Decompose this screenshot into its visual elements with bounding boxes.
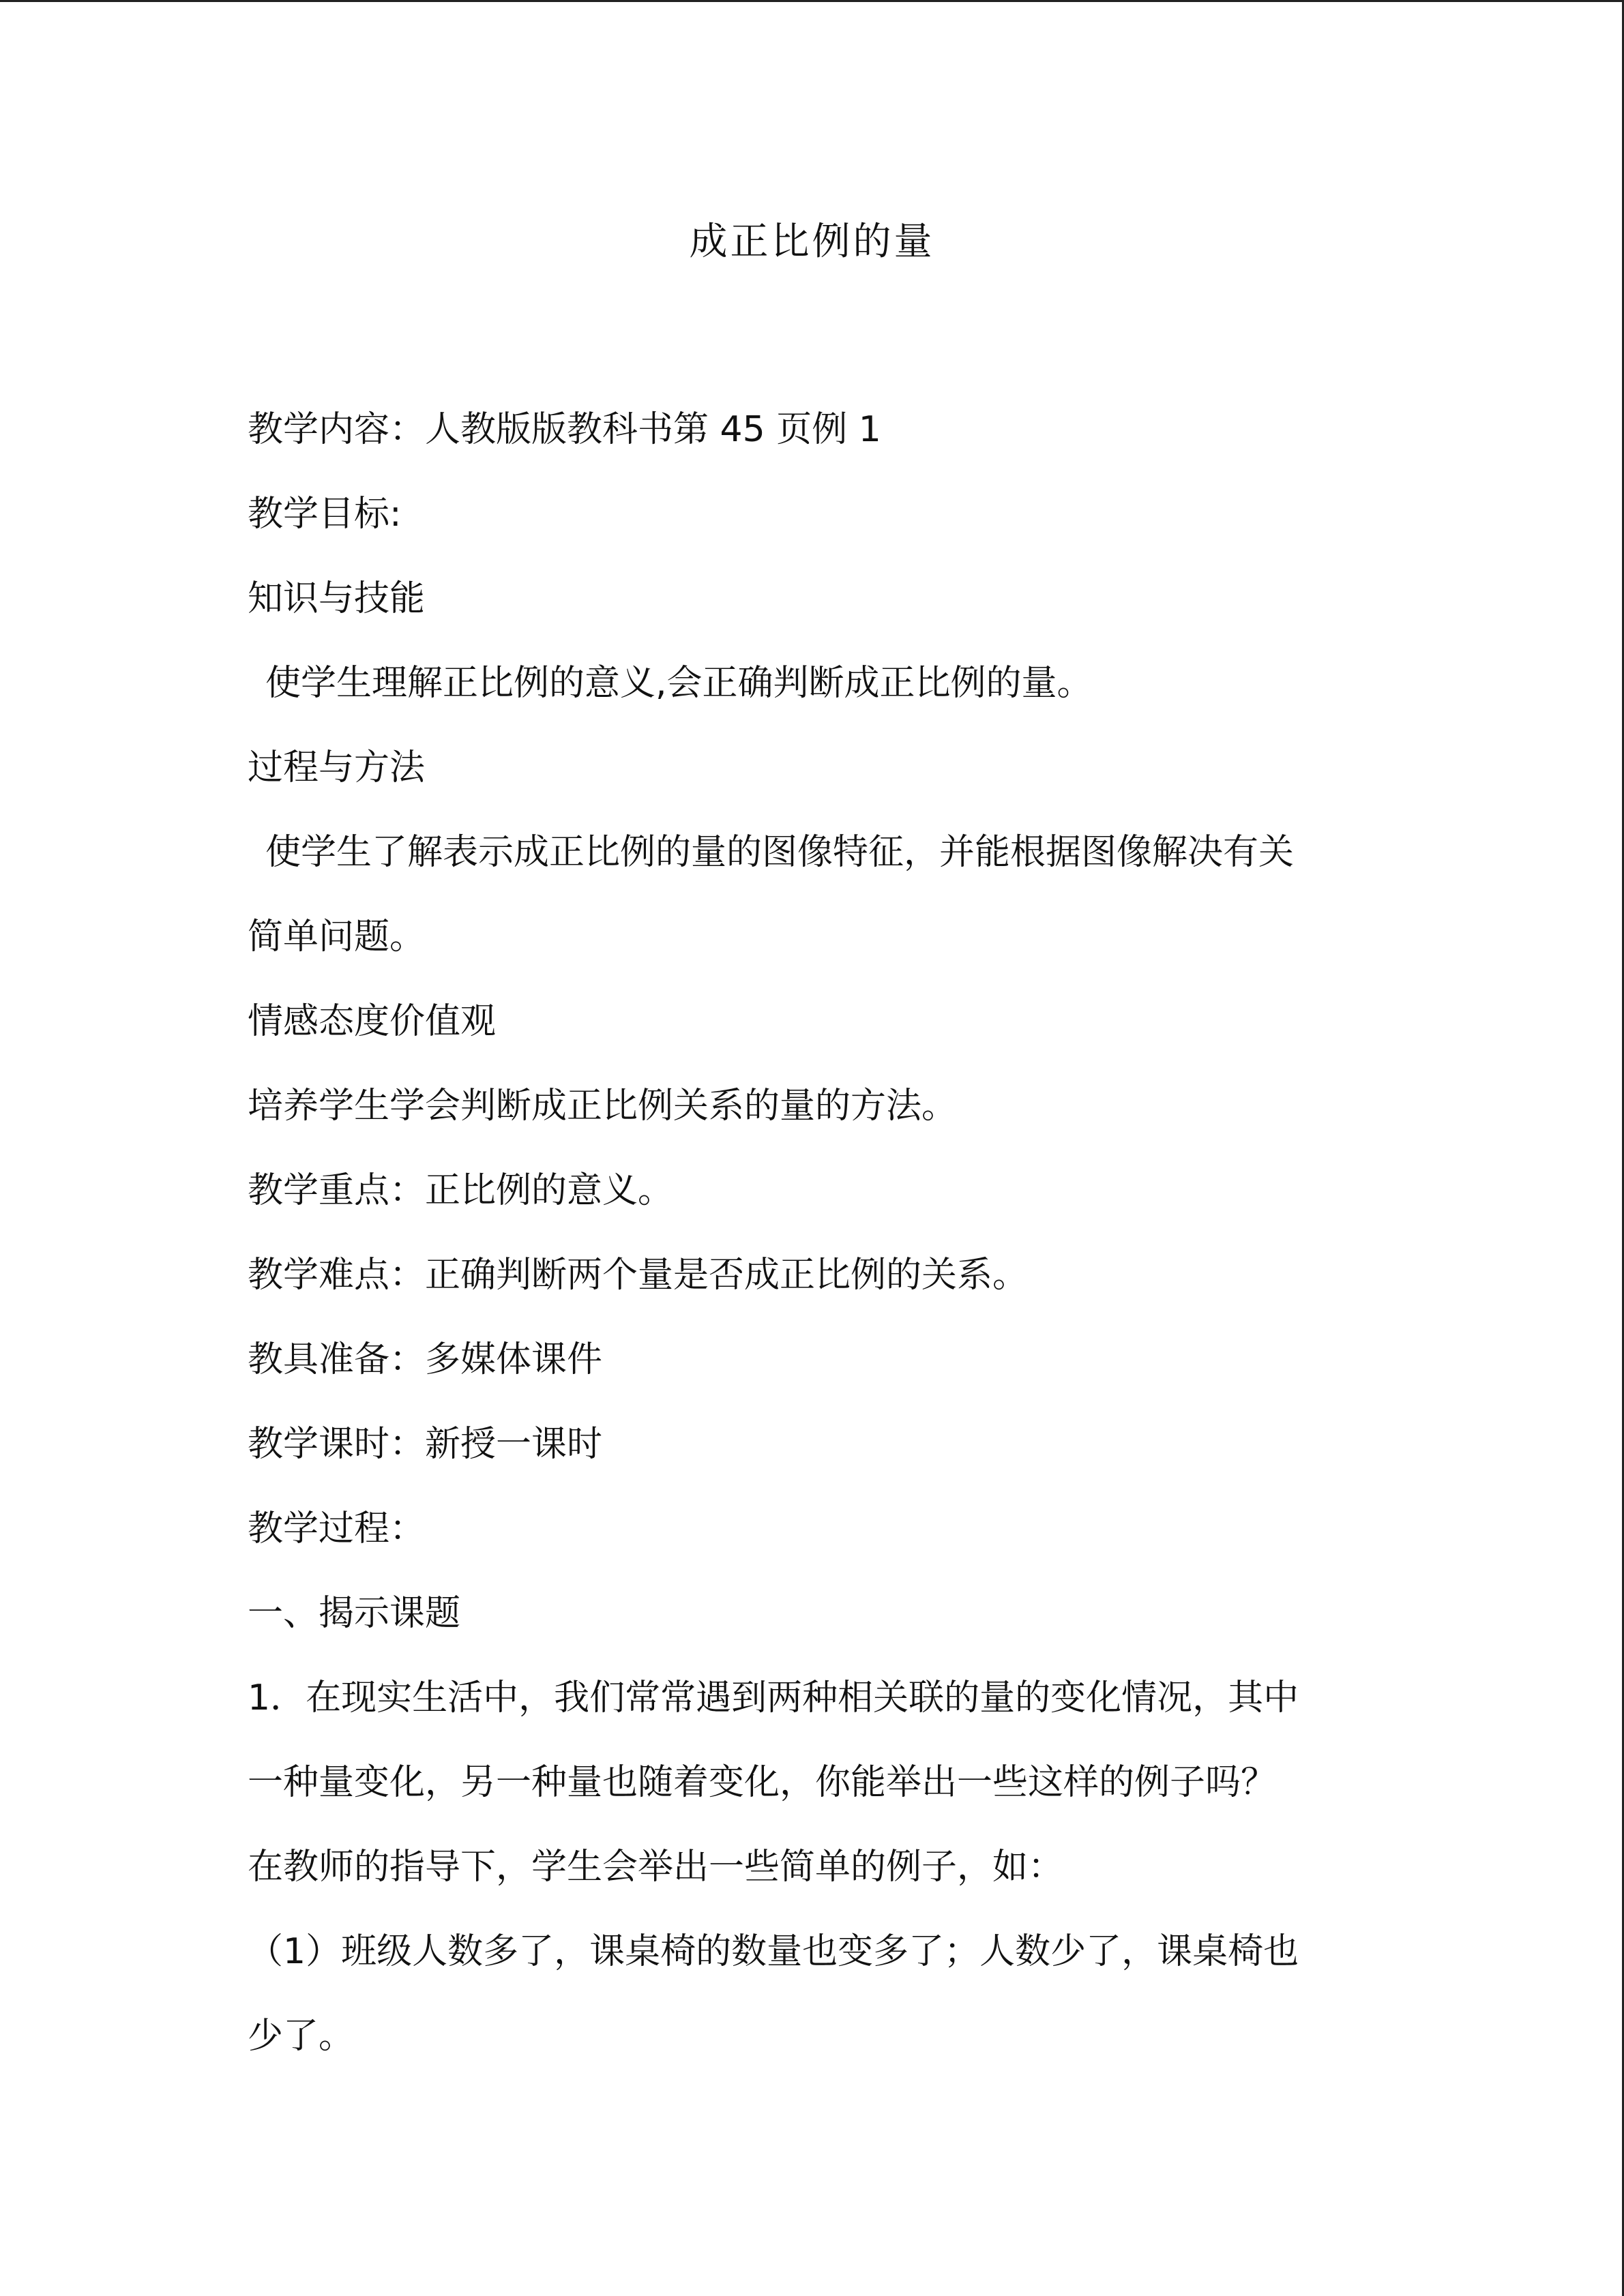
text-line: 使学生理解正比例的意义,会正确判断成正比例的量。 [265, 663, 1093, 704]
text-line: 培养学生学会判断成正比例关系的量的方法。 [248, 1086, 958, 1127]
text-line: 教学重点：正比例的意义。 [248, 1170, 674, 1211]
text-line: 少了。 [248, 2016, 355, 2057]
text-line: 教学内容：人教版版教科书第 45 页例 1 [248, 409, 881, 450]
document-body [248, 387, 1380, 2078]
text-line: 一、揭示课题 [248, 1593, 461, 1634]
text-line: 过程与方法 [248, 747, 426, 788]
text-line: 在教师的指导下，学生会举出一些简单的例子，如： [248, 1847, 1064, 1888]
text-line: 情感态度价值观 [248, 1001, 497, 1042]
text-line: 教具准备：多媒体课件 [248, 1339, 603, 1380]
text-line: 简单问题。 [248, 916, 426, 957]
text-line: 一种量变化，另一种量也随着变化，你能举出一些这样的例子吗？ [248, 1762, 1277, 1803]
document-title: 成正比例的量 [689, 220, 935, 264]
text-line: 1．在现实生活中，我们常常遇到两种相关联的量的变化情况，其中 [248, 1678, 1299, 1718]
text-line: 使学生了解表示成正比例的量的图像特征，并能根据图像解决有关 [265, 832, 1295, 873]
text-line: 教学课时：新授一课时 [248, 1424, 603, 1465]
text-line: 教学难点：正确判断两个量是否成正比例的关系。 [248, 1255, 1029, 1296]
text-line: 知识与技能 [248, 578, 426, 619]
text-line: 教学过程： [248, 1508, 426, 1549]
text-line: （1）班级人数多了，课桌椅的数量也变多了；人数少了，课桌椅也 [248, 1931, 1299, 1972]
text-line: 教学目标: [248, 494, 402, 535]
